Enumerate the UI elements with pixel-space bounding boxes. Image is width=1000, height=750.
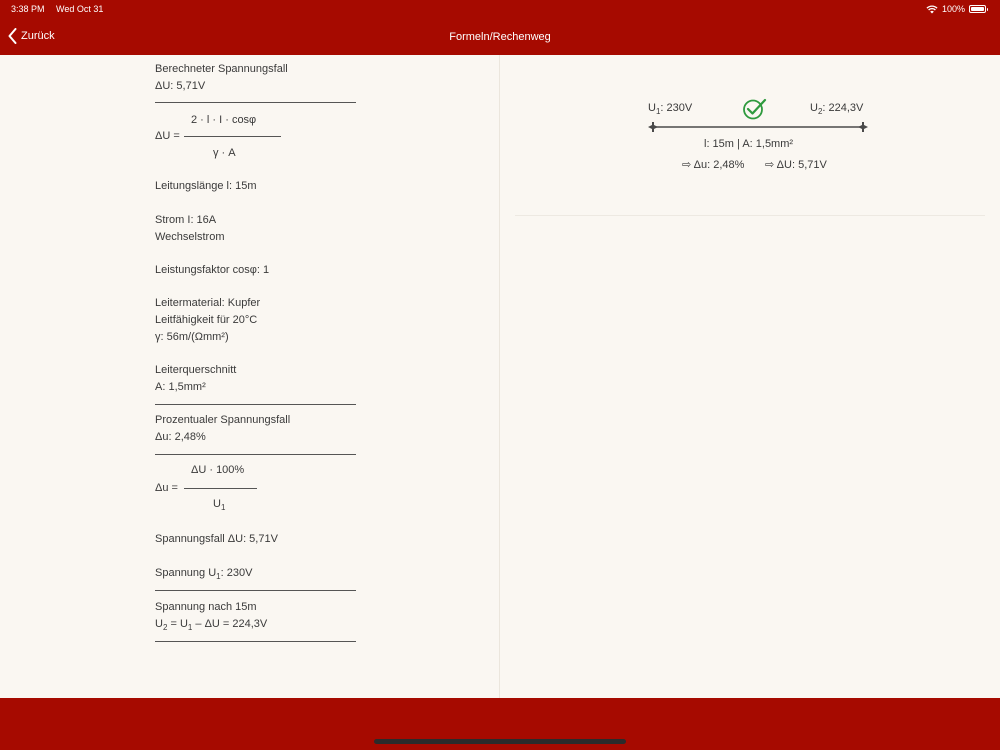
status-right [926,4,986,14]
diagram-u2-label: $U_2$: 224,3V [810,102,864,117]
cross-section-label: Leiterquerschnitt [155,364,237,376]
power-factor-line: Leistungsfaktor cosφ: 1 [155,264,270,276]
formula2-denominator: $U_1$ [213,498,226,513]
u2-formula-line: $U_2 = U_1 - \Delta U = 224,3V$ [155,618,268,633]
diagram-u1-label: $U_1$: 230V [648,102,693,117]
status-time: 3:38 PM [11,4,45,14]
current-line: Strom I: 16A [155,214,217,226]
wifi-icon [926,5,938,14]
divider-line [155,454,356,455]
diagram-params: l: 15m | A: 1,5mm² [704,138,794,150]
formula1-numerator: 2 · l · I · cosφ [191,114,257,126]
left-terminal-icon [648,122,658,132]
status-date: Wed Oct 31 [56,4,104,14]
diagram-result-abs: ⇨ ΔU: 5,71V [765,159,827,171]
formula1-fraction-bar [184,136,281,137]
battery-icon [969,5,986,13]
battery-percent: 100% [941,4,965,14]
formula2-fraction-bar [184,488,257,489]
u1-line: Spannung $U_1$: 230V [155,567,253,582]
formula2-numerator: ΔU · 100% [191,464,245,476]
pct-value: Δu: 2,48% [155,431,206,443]
divider-line [155,102,356,103]
drop-heading: Berechneter Spannungsfall [155,63,288,75]
nav-bar [0,20,1000,55]
divider-line [155,641,356,642]
gamma-line: γ: 56m/(Ωmm²) [155,331,229,343]
back-label: Zurück [21,30,55,42]
cross-section-value: A: 1,5mm² [155,381,206,393]
wire-diagram [647,118,869,136]
drop-value: ΔU: 5,71V [155,80,206,92]
pct-heading: Prozentualer Spannungsfall [155,414,291,426]
divider-line [155,404,356,405]
material-line: Leitermaterial: Kupfer [155,297,261,309]
home-indicator[interactable] [374,739,626,744]
formula1-denominator: γ · A [213,147,236,159]
page-title: Formeln/Rechenweg [449,31,551,43]
divider-line [155,590,356,591]
length-line: Leitungslänge l: 15m [155,180,257,192]
diagram-pane [500,55,1000,698]
formula2-lhs: Δu = [155,482,178,494]
conductivity-line: Leitfähigkeit für 20°C [155,314,258,326]
status-bar [0,0,1000,20]
diagram-separator [515,215,985,216]
u2-heading: Spannung nach 15m [155,601,257,613]
diagram-result-pct: ⇨ Δu: 2,48% [682,159,745,171]
right-terminal-icon [858,122,868,132]
formula1-lhs: ΔU = [155,130,180,142]
current-type-line: Wechselstrom [155,231,225,243]
drop-result-line: Spannungsfall ΔU: 5,71V [155,533,278,545]
